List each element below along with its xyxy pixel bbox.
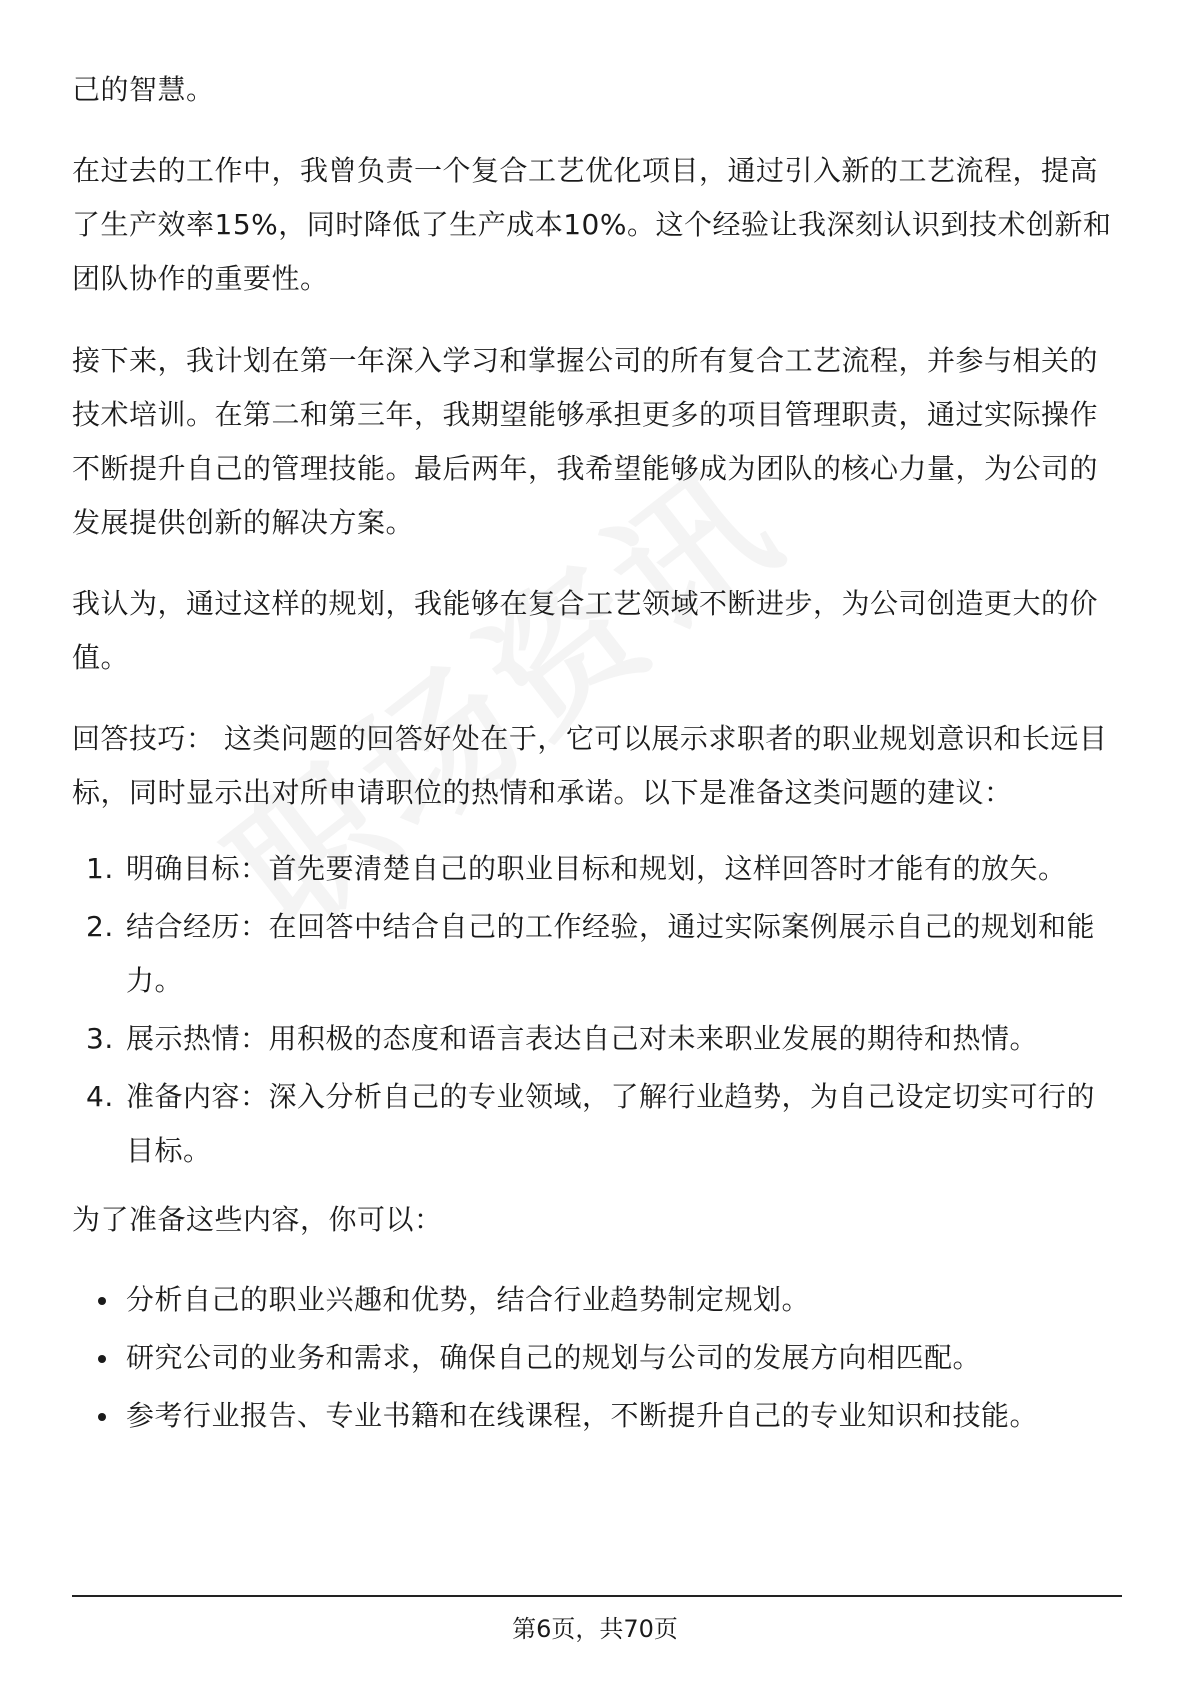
list-number: 1. bbox=[86, 852, 114, 885]
tips-list bbox=[72, 842, 1122, 1182]
paragraph-4: 我认为，通过这样的规划，我能够在复合工艺领域不断进步，为公司创造更大的价值。 bbox=[72, 587, 1099, 674]
list-number: 2. bbox=[86, 910, 114, 943]
footer-divider bbox=[72, 1595, 1122, 1597]
list-item bbox=[72, 842, 1122, 896]
page-number: 第6页，共70页 bbox=[512, 1615, 678, 1643]
list-item-text: 准备内容：深入分析自己的专业领域，了解行业趋势，为自己设定切实可行的目标。 bbox=[126, 1080, 1096, 1167]
list-item bbox=[72, 1331, 1122, 1385]
paragraph-3: 接下来，我计划在第一年深入学习和掌握公司的所有复合工艺流程，并参与相关的技术培训。在第二和第三年，我期望能够承担更多的项目管理职责，通过实际操作不断提升自己的管理技能。最后两年，我希望能够成为团队的核心力量，为公司的发展提供创新的解决方案。 bbox=[72, 344, 1099, 539]
list-item-text: 展示热情：用积极的态度和语言表达自己对未来职业发展的期待和热情。 bbox=[126, 1022, 1039, 1055]
bullet-icon bbox=[98, 1413, 106, 1421]
bullet-icon bbox=[98, 1297, 106, 1305]
list-item bbox=[72, 900, 1122, 1008]
paragraph-2: 在过去的工作中，我曾负责一个复合工艺优化项目，通过引入新的工艺流程，提高了生产效率15%，同时降低了生产成本10%。这个经验让我深刻认识到技术创新和团队协作的重要性。 bbox=[72, 154, 1112, 295]
list-item-text: 结合经历：在回答中结合自己的工作经验，通过实际案例展示自己的规划和能力。 bbox=[126, 910, 1096, 997]
list-item-text: 研究公司的业务和需求，确保自己的规划与公司的发展方向相匹配。 bbox=[126, 1341, 982, 1374]
list-item bbox=[72, 1389, 1122, 1443]
paragraph-6: 为了准备这些内容，你可以： bbox=[72, 1203, 443, 1236]
list-item bbox=[72, 1012, 1122, 1066]
list-item-text: 参考行业报告、专业书籍和在线课程，不断提升自己的专业知识和技能。 bbox=[126, 1399, 1039, 1432]
paragraph-1: 己的智慧。 bbox=[72, 73, 215, 106]
bullet-icon bbox=[98, 1355, 106, 1363]
list-item-text: 明确目标：首先要清楚自己的职业目标和规划，这样回答时才能有的放矢。 bbox=[126, 852, 1067, 885]
list-item bbox=[72, 1273, 1122, 1327]
paragraph-5: 回答技巧： 这类问题的回答好处在于，它可以展示求职者的职业规划意识和长远目标，同时显示出对所申请职位的热情和承诺。以下是准备这类问题的建议： bbox=[72, 722, 1108, 809]
list-number: 3. bbox=[86, 1022, 114, 1055]
list-number: 4. bbox=[86, 1080, 114, 1113]
list-item-text: 分析自己的职业兴趣和优势，结合行业趋势制定规划。 bbox=[126, 1283, 811, 1316]
suggestions-list bbox=[72, 1273, 1122, 1447]
list-item bbox=[72, 1070, 1122, 1178]
